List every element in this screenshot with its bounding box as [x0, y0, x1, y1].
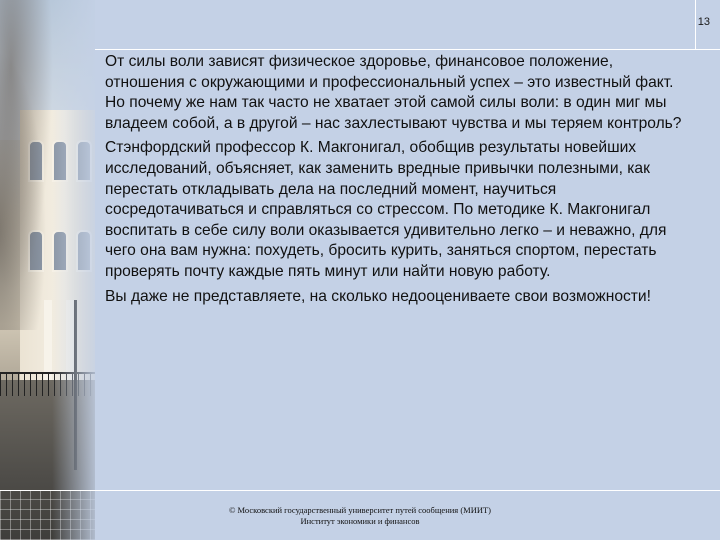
page-number: 13 [697, 16, 710, 28]
top-divider [95, 49, 720, 50]
photo-fade [0, 0, 95, 540]
paragraph: От силы воли зависят физическое здоровье, финансовое положение, отношения с окружающими и профессиональный успех – это известный факт. Но почему же нам так часто не хватает этой самой силы воли: в один миг мы владеем собой, а в другой – нас захлестывают чувства и мы теряем контроль? [105, 53, 682, 132]
building-photo [0, 0, 95, 540]
footer-institute: Институт экономики и финансов [300, 516, 420, 526]
slide-footer [150, 505, 570, 527]
slide-body [105, 52, 695, 311]
paragraph: Стэнфордский профессор К. Макгонигал, обобщив результаты новейших исследований, объясняет, как заменить вредные привычки полезными, как перестать откладывать дела на последний момент, научиться сосредотачиваться и справляться со стрессом. По методике К. Макгонигал воспитать в себе силу воли оказывается удивительно легко – и неважно, для чего она вам нужна: похудеть, бросить курить, заняться спортом, перестать проверять почту каждые пять минут или найти новую работу. [105, 139, 667, 280]
paragraph: Вы даже не представляете, на сколько недооцениваете свои возможности! [105, 287, 651, 305]
bottom-divider [0, 490, 720, 491]
footer-copyright: © Московский государственный университет путей сообщения (МИИТ) [228, 505, 492, 515]
